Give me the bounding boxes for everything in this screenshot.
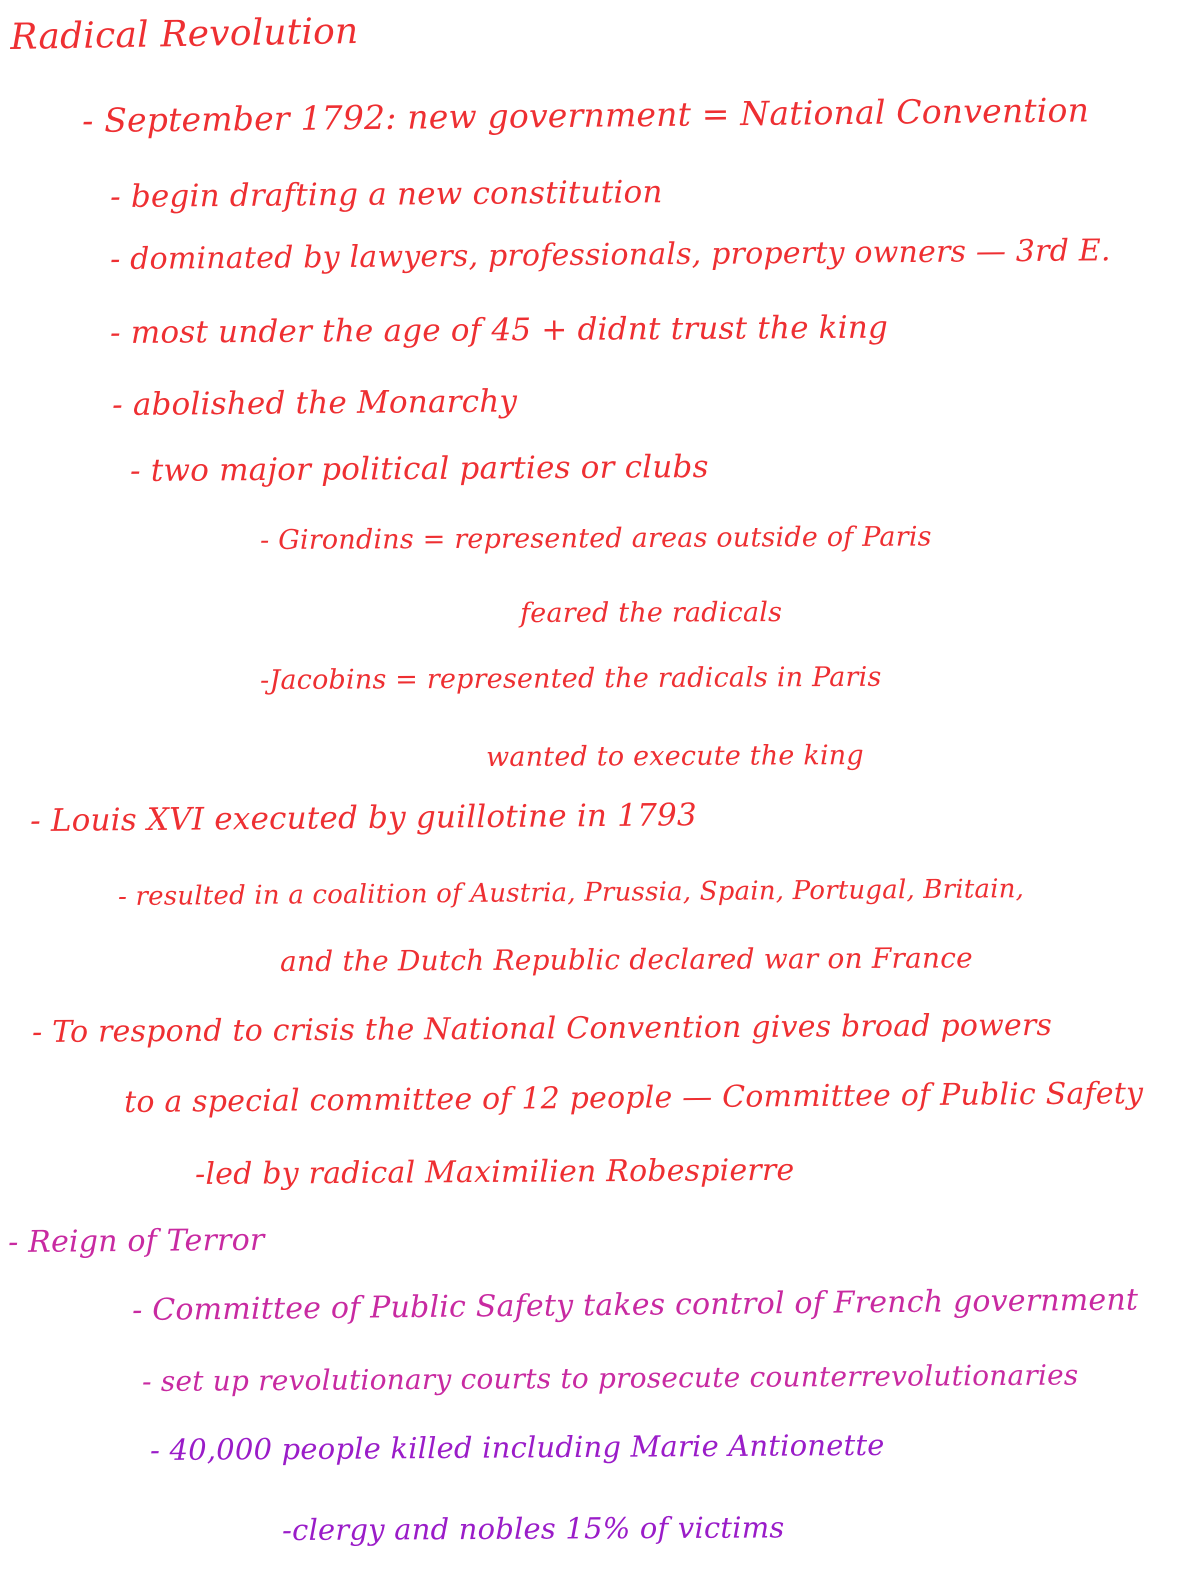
note-line-dominated-by: - dominated by lawyers, professionals, property owners — 3rd E. — [109, 233, 1111, 277]
note-line-abolished-monarchy: - abolished the Monarchy — [111, 383, 518, 423]
note-line-september-1792: - September 1792: new government = National Convention — [81, 90, 1090, 140]
note-line-political-parties: - two major political parties or clubs — [129, 448, 709, 489]
note-line-louis-xvi: - Louis XVI executed by guillotine in 1793 — [29, 797, 698, 839]
note-line-clergy-nobles: -clergy and nobles 15% of victims — [281, 1510, 785, 1547]
note-line-40000-killed: - 40,000 people killed including Marie Antionette — [149, 1427, 885, 1467]
note-line-execute-king: wanted to execute the king — [485, 740, 864, 773]
note-line-robespierre: -led by radical Maximilien Robespierre — [194, 1152, 795, 1192]
note-line-age-45: - most under the age of 45 + didnt trust the king — [109, 309, 889, 351]
note-line-revolutionary-courts: - set up revolutionary courts to prosecute counterrevolutionaries — [141, 1358, 1079, 1398]
note-line-coalition: - resulted in a coalition of Austria, Prussia, Spain, Portugal, Britain, — [117, 874, 1025, 912]
note-line-reign-of-terror: - Reign of Terror — [7, 1222, 265, 1260]
note-line-girondins: - Girondins = represented areas outside of Paris — [259, 521, 932, 556]
notes-title: Radical Revolution — [9, 10, 359, 58]
note-line-jacobins: -Jacobins = represented the radicals in Paris — [259, 661, 882, 696]
note-line-respond-to-crisis: - To respond to crisis the National Convention gives broad powers — [31, 1007, 1053, 1050]
note-line-feared-radicals: feared the radicals — [519, 597, 783, 629]
note-line-draft-constitution: - begin drafting a new constitution — [109, 174, 663, 215]
note-line-committee-public-safety: to a special committee of 12 people — Committee of Public Safety — [123, 1076, 1144, 1120]
note-line-declared-war: and the Dutch Republic declared war on France — [279, 941, 973, 978]
note-line-takes-control: - Committee of Public Safety takes control of French government — [131, 1282, 1139, 1328]
